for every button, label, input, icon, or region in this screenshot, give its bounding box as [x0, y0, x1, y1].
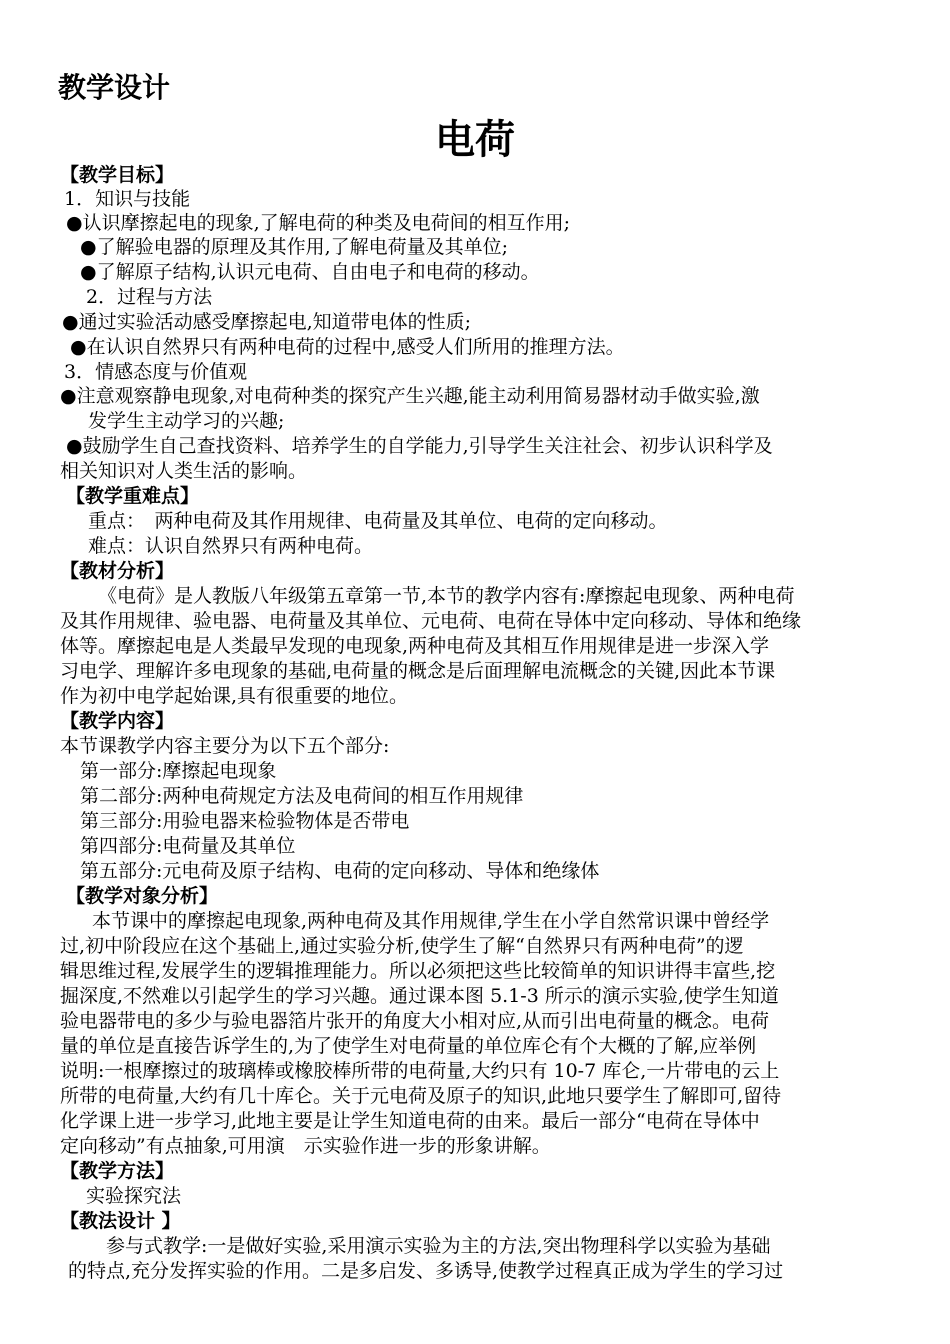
section-heading-design: 【教法设计 】 — [60, 1210, 181, 1232]
paragraph-line: 作为初中电学起始课,具有很重要的地位。 — [60, 685, 409, 707]
paragraph-line: 辑思维过程,发展学生的逻辑推理能力。所以必须把这些比较简单的知识讲得丰富些,挖 — [60, 960, 776, 982]
paragraph-line: ●注意观察静电现象,对电荷种类的探究产生兴趣,能主动利用简易器材动手做实验,激 — [60, 385, 760, 407]
subheading-attitude: 3．情感态度与价值观 — [64, 361, 248, 383]
paragraph-line: 掘深度,不然难以引起学生的学习兴趣。通过课本图 5.1-3 所示的演示实验,使学生知道 — [60, 985, 779, 1007]
section-heading-content: 【教学内容】 — [60, 710, 175, 732]
list-item: 第四部分:电荷量及其单位 — [80, 835, 296, 857]
list-item: ●认识摩擦起电的现象,了解电荷的种类及电荷间的相互作用; — [66, 212, 571, 234]
paragraph-line: 参与式教学:一是做好实验,采用演示实验为主的方法,突出物理科学以实验为基础 — [106, 1235, 771, 1257]
list-item: 第三部分:用验电器来检验物体是否带电 — [80, 810, 410, 832]
list-item: ●了解验电器的原理及其作用,了解电荷量及其单位; — [80, 236, 509, 258]
paragraph-line: 及其作用规律、验电器、电荷量及其单位、元电荷、电荷在导体中定向移动、导体和绝缘 — [60, 610, 802, 632]
section-heading-goals: 【教学目标】 — [60, 164, 175, 186]
list-item: ●了解原子结构,认识元电荷、自由电子和电荷的移动。 — [80, 261, 540, 283]
document-title: 电荷 — [435, 117, 515, 163]
paragraph-line: 本节课中的摩擦起电现象,两种电荷及其作用规律,学生在小学自然常识课中曾经学 — [92, 910, 770, 932]
list-item: ●通过实验活动感受摩擦起电,知道带电体的性质; — [62, 311, 472, 333]
paragraph-line: 习电学、理解许多电现象的基础,电荷量的概念是后面理解电流概念的关键,因此本节课 — [60, 660, 776, 682]
paragraph-line: 发学生主动学习的兴趣; — [88, 410, 285, 432]
paragraph-line: 体等。摩擦起电是人类最早发现的电现象,两种电荷及其相互作用规律是进一步深入学 — [60, 635, 770, 657]
paragraph-line: 量的单位是直接告诉学生的,为了使学生对电荷量的单位库仑有个大概的了解,应举例 — [60, 1035, 757, 1057]
section-heading-material: 【教材分析】 — [60, 560, 175, 582]
paragraph-line: 说明:一根摩擦过的玻璃棒或橡胶棒所带的电荷量,大约只有 10-7 库仑,一片带电的云上 — [60, 1060, 780, 1082]
paragraph-line: ●鼓励学生自己查找资料、培养学生的自学能力,引导学生关注社会、初步认识科学及 — [66, 435, 773, 457]
paragraph-line: 化学课上进一步学习,此地主要是让学生知道电荷的由来。最后一部分“电荷在导体中 — [60, 1110, 760, 1132]
content-intro: 本节课教学内容主要分为以下五个部分: — [60, 735, 390, 757]
paragraph-line: 定向移动”有点抽象,可用演 示实验作进一步的形象讲解。 — [60, 1135, 551, 1157]
paragraph-line: 《电荷》是人教版八年级第五章第一节,本节的教学内容有:摩擦起电现象、两种电荷 — [98, 585, 795, 607]
section-heading-students: 【教学对象分析】 — [66, 885, 219, 907]
document-label: 教学设计 — [58, 71, 171, 104]
section-heading-keypoints: 【教学重难点】 — [66, 485, 200, 507]
paragraph-line: 所带的电荷量,大约有几十库仑。关于元电荷及原子的知识,此地只要学生了解即可,留待 — [60, 1085, 782, 1107]
list-item: 第一部分:摩擦起电现象 — [80, 760, 277, 782]
difficult-point-text: 难点：认识自然界只有两种电荷。 — [88, 535, 374, 557]
paragraph-line: 过,初中阶段应在这个基础上,通过实验分析,使学生了解“自然界只有两种电荷”的逻 — [60, 935, 744, 957]
method-text: 实验探究法 — [86, 1185, 182, 1207]
list-item: 第二部分:两种电荷规定方法及电荷间的相互作用规律 — [80, 785, 524, 807]
subheading-knowledge: 1．知识与技能 — [64, 188, 191, 210]
subheading-process: 2．过程与方法 — [86, 286, 213, 308]
paragraph-line: 相关知识对人类生活的影响。 — [60, 460, 308, 482]
list-item: ●在认识自然界只有两种电荷的过程中,感受人们所用的推理方法。 — [70, 336, 625, 358]
paragraph-line: 的特点,充分发挥实验的作用。二是多启发、多诱导,使教学过程真正成为学生的学习过 — [68, 1260, 784, 1282]
list-item: 第五部分:元电荷及原子结构、电荷的定向移动、导体和绝缘体 — [80, 860, 600, 882]
paragraph-line: 验电器带电的多少与验电器箔片张开的角度大小相对应,从而引出电荷量的概念。电荷 — [60, 1010, 770, 1032]
section-heading-method: 【教学方法】 — [60, 1160, 175, 1182]
key-point-text: 重点： 两种电荷及其作用规律、电荷量及其单位、电荷的定向移动。 — [88, 510, 668, 532]
